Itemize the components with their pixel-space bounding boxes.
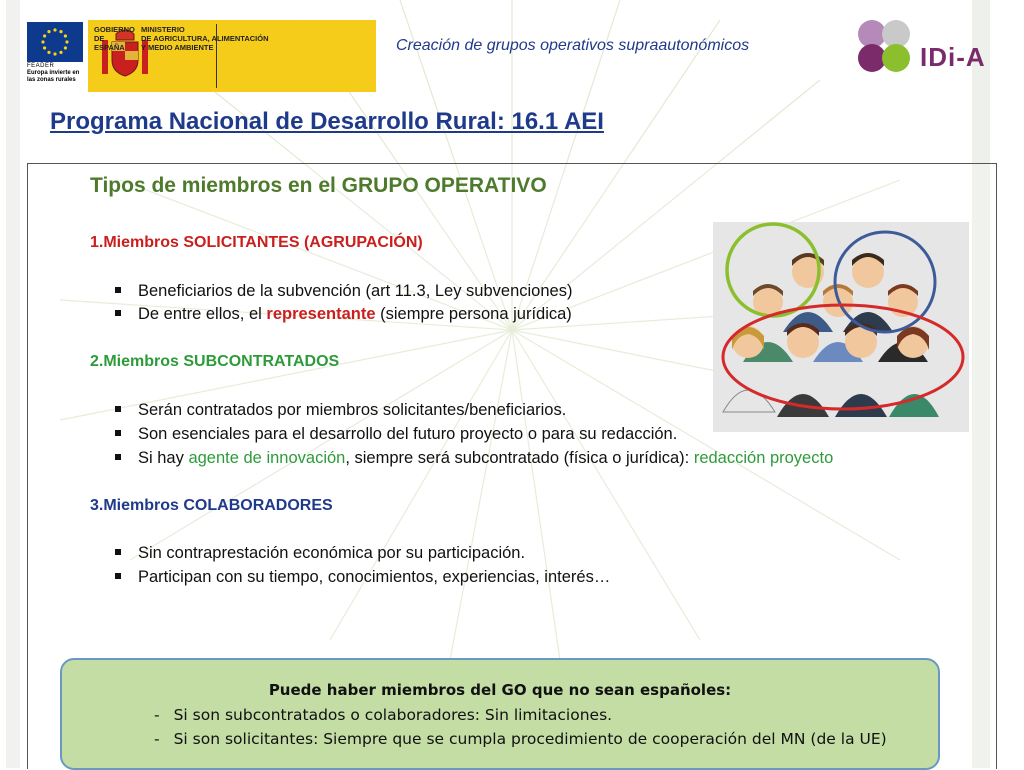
idia-wordmark: IDi-A <box>920 42 986 72</box>
section-heading: Tipos de miembros en el GRUPO OPERATIVO <box>90 174 547 197</box>
bullet-square-icon <box>115 430 121 436</box>
group1-heading: 1.Miembros SOLICITANTES (AGRUPACIÓN) <box>90 234 423 251</box>
bullet-square-icon <box>115 406 121 412</box>
bullet-square-icon <box>115 310 121 316</box>
group3-heading: 3.Miembros COLABORADORES <box>90 497 333 514</box>
note-line-1: - Si son subcontratados o colaboradores: Sin limitaciones. <box>154 706 613 724</box>
eu-fund-label: FEADER <box>27 63 55 69</box>
eu-caption-line2: las zonas rurales <box>27 77 76 83</box>
bullet-square-icon <box>115 549 121 555</box>
header-subtitle: Creación de grupos operativos supraautonómicos <box>396 37 750 54</box>
bullet-square-icon <box>115 287 121 293</box>
note-title: Puede haber miembros del GO que no sean españoles: <box>268 681 732 699</box>
group2-heading: 2.Miembros SUBCONTRATADOS <box>90 353 340 370</box>
gobierno-text: GOBIERNO DE ESPAÑA <box>94 25 135 52</box>
eu-caption-line1: Europa invierte en <box>27 70 80 76</box>
highlight-redaccion: redacción proyecto <box>693 449 834 467</box>
list-item: De entre ellos, el representante (siempre persona jurídica) <box>115 305 572 324</box>
eu-flag-icon <box>27 22 83 62</box>
list-item: Si hay agente de innovación, siempre será subcontratado (física o jurídica): redacción proyecto <box>115 449 833 468</box>
note-line-2: - Si son solicitantes: Siempre que se cumpla procedimiento de cooperación del MN (de la UE) <box>154 730 887 748</box>
list-item: Beneficiarios de la subvención (art 11.3, Ley subvenciones) <box>115 282 572 301</box>
highlight-agente: agente de innovación <box>188 449 346 467</box>
list-item: Participan con su tiempo, conocimientos, experiencias, interés… <box>115 568 610 587</box>
idia-logo <box>852 18 1002 76</box>
list-item: Serán contratados por miembros solicitantes/beneficiarios. <box>115 401 566 420</box>
header <box>0 0 1024 105</box>
list-item: Son esenciales para el desarrollo del futuro proyecto o para su redacción. <box>115 425 677 444</box>
people-group-illustration <box>713 222 969 432</box>
highlight-representante: representante <box>266 305 376 323</box>
note-box <box>60 658 940 770</box>
bullet-square-icon <box>115 573 121 579</box>
ministerio-text: MINISTERIO DE AGRICULTURA, ALIMENTACIÓN Y MEDIO AMBIENTE <box>141 25 269 52</box>
clover-logo-icon <box>852 18 916 76</box>
bullet-square-icon <box>115 454 121 460</box>
list-item: Sin contraprestación económica por su participación. <box>115 544 525 563</box>
page-title: Programa Nacional de Desarrollo Rural: 16.1 AEI <box>50 108 604 135</box>
eu-feader-logo <box>27 22 85 92</box>
